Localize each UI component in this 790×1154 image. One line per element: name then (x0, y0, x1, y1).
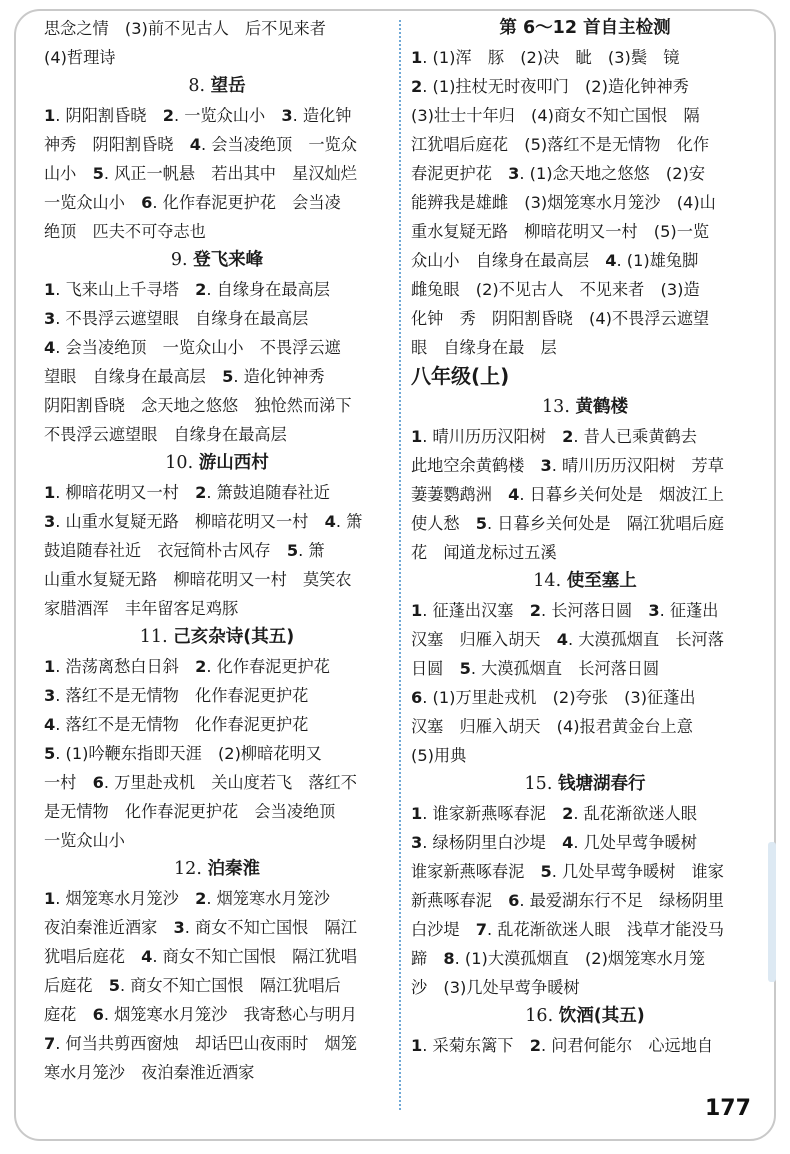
question-number: 5 (286, 541, 299, 560)
question-number: 1 (44, 280, 56, 299)
answer-line: 新燕啄春泥 6. 最爱湖东行不足 绿杨阴里 (411, 891, 724, 910)
question-number: 6 (92, 773, 104, 792)
question-number: 2 (562, 804, 574, 823)
section-name: 望岳 (210, 76, 246, 96)
answer-line: 1. 柳暗花明又一村 2. 箫鼓追随春社近 (44, 483, 330, 502)
answer-line: 1. 飞来山上千寻塔 2. 自缘身在最高层 (44, 280, 330, 299)
section-name: 登飞来峰 (193, 250, 264, 270)
section-name: 己亥杂诗(其五) (173, 627, 295, 647)
answer-line: (4)哲理诗 (44, 48, 116, 67)
question-number: 5 (475, 514, 488, 533)
question-number: 5 (222, 367, 234, 386)
question-number: 3 (648, 601, 660, 620)
question-number: 1 (411, 48, 423, 67)
answer-line: 1. (1)浑 豚 (2)决 眦 (3)鬓 镜 (411, 48, 680, 67)
question-number: 2 (411, 77, 423, 96)
section-name: 饮酒(其五) (558, 1006, 645, 1026)
answer-line: (5)用典 (411, 746, 467, 765)
left-column (44, 14, 390, 1087)
section-title (44, 623, 390, 652)
answer-line: 6. (1)万里赴戎机 (2)夸张 (3)征蓬出 (411, 688, 696, 707)
answer-line: 1. 烟笼寒水月笼沙 2. 烟笼寒水月笼沙 (44, 889, 330, 908)
question-number: 3 (44, 512, 56, 531)
section-title (411, 567, 759, 596)
answer-line: 庭花 6. 烟笼寒水月笼沙 我寄愁心与明月 (44, 1005, 357, 1024)
question-number: 1 (44, 106, 56, 125)
question-number: 2 (529, 1036, 541, 1055)
answer-line: 萋萋鹦鹉洲 4. 日暮乡关何处是 烟波江上 (411, 485, 724, 504)
question-number: 1 (411, 427, 423, 446)
answer-line: 汉塞 归雁入胡天 (4)报君黄金台上意 (411, 717, 693, 736)
question-number: 1 (411, 804, 423, 823)
section-number: 10. (165, 453, 199, 473)
answer-line: 能辨我是雄雌 (3)烟笼寒水月笼沙 (4)山 (411, 193, 716, 212)
answer-line: 思念之情 (3)前不见古人 后不见来者 (44, 19, 326, 38)
answer-line: 1. 征蓬出汉塞 2. 长河落日圆 3. 征蓬出 (411, 601, 719, 620)
answer-line: 雌兔眼 (2)不见古人 不见来者 (3)造 (411, 280, 700, 299)
page-edge-tab (768, 842, 776, 982)
section-name: 泊秦淮 (207, 859, 260, 879)
question-number: 5 (108, 976, 121, 995)
answer-line: 化钟 秀 阴阳割昏晓 (4)不畏浮云遮望 (411, 309, 710, 328)
answer-line: 山小 5. 风正一帆悬 若出其中 星汉灿烂 (44, 164, 357, 183)
answer-line: 春泥更护花 3. (1)念天地之悠悠 (2)安 (411, 164, 706, 183)
question-number: 1 (44, 657, 56, 676)
question-number: 4 (44, 338, 56, 357)
section-number: 14. (533, 571, 567, 591)
answer-line: 夜泊秦淮近酒家 3. 商女不知亡国恨 隔江 (44, 918, 357, 937)
question-number: 1 (411, 601, 423, 620)
question-number: 5 (540, 862, 552, 881)
answer-line: 1. 阴阳割昏晓 2. 一览众山小 3. 造化钟 (44, 106, 352, 125)
question-number: 7 (44, 1034, 56, 1053)
answer-line: (3)壮士十年归 (4)商女不知亡国恨 隔 (411, 106, 700, 125)
question-number: 4 (556, 630, 568, 649)
question-number: 3 (281, 106, 293, 125)
section-name: 钱塘湖春行 (557, 774, 646, 794)
answer-line: 使人愁 5. 日暮乡关何处是 隔江犹唱后庭 (411, 514, 724, 533)
answer-line: 5. (1)吟鞭东指即天涯 (2)柳暗花明又 (44, 744, 322, 763)
answer-line: 4. 会当凌绝顶 一览众山小 不畏浮云遮 (44, 338, 341, 357)
answer-line: 沙 (3)几处早莺争暖树 (411, 978, 580, 997)
section-number: 11. (139, 627, 174, 647)
answer-line: 7. 何当共剪西窗烛 却话巴山夜雨时 烟笼 (44, 1034, 357, 1053)
question-number: 6 (411, 688, 423, 707)
question-number: 4 (141, 947, 153, 966)
question-number: 3 (411, 833, 423, 852)
section-title (44, 855, 390, 884)
answer-line: 阴阳割昏晓 念天地之悠悠 独怆然而涕下 (44, 396, 352, 415)
question-number: 3 (44, 686, 56, 705)
section-title (44, 449, 390, 478)
question-number: 3 (540, 456, 552, 475)
answer-line: 是无情物 化作春泥更护花 会当凌绝顶 (44, 802, 336, 821)
answer-line: 3. 不畏浮云遮望眼 自缘身在最高层 (44, 309, 309, 328)
question-number: 2 (195, 483, 207, 502)
question-number: 3 (173, 918, 185, 937)
answer-line: 1. 浩荡离愁白日斜 2. 化作春泥更护花 (44, 657, 330, 676)
answer-line: 3. 落红不是无情物 化作春泥更护花 (44, 686, 309, 705)
section-name: 使至塞上 (566, 571, 637, 591)
answer-line: 寒水月笼沙 夜泊秦淮近酒家 (44, 1063, 255, 1082)
question-number: 2 (195, 657, 207, 676)
question-number: 5 (44, 744, 56, 763)
right-column (411, 14, 759, 1060)
question-number: 1 (44, 889, 56, 908)
column-divider (399, 20, 401, 1110)
answer-line: 3. 绿杨阴里白沙堤 4. 几处早莺争暖树 (411, 833, 697, 852)
page-number: 177 (705, 1096, 751, 1121)
answer-line: 1. 谁家新燕啄春泥 2. 乱花渐欲迷人眼 (411, 804, 697, 823)
section-title (44, 72, 390, 101)
question-number: 6 (141, 193, 153, 212)
section-title (411, 770, 759, 799)
answer-line: 谁家新燕啄春泥 5. 几处早莺争暖树 谁家 (411, 862, 724, 881)
answer-line: 汉塞 归雁入胡天 4. 大漠孤烟直 长河落 (411, 630, 724, 649)
section-number: 13. (542, 397, 576, 417)
answer-line: 2. (1)拄杖无时夜叩门 (2)造化钟神秀 (411, 77, 689, 96)
answer-line: 3. 山重水复疑无路 柳暗花明又一村 4. 箫 (44, 512, 363, 531)
section-number: 12. (174, 859, 208, 879)
question-number: 1 (44, 483, 56, 502)
section-title (411, 1002, 759, 1031)
answer-line: 1. 晴川历历汉阳树 2. 昔人已乘黄鹤去 (411, 427, 697, 446)
question-number: 5 (459, 659, 471, 678)
answer-line: 蹄 8. (1)大漠孤烟直 (2)烟笼寒水月笼 (411, 949, 706, 968)
answer-line: 4. 落红不是无情物 化作春泥更护花 (44, 715, 309, 734)
question-number: 4 (508, 485, 520, 504)
question-number: 5 (92, 164, 104, 183)
answer-line: 一村 6. 万里赴戎机 关山度若飞 落红不 (44, 773, 357, 792)
answer-line: 家腊酒浑 丰年留客足鸡豚 (44, 599, 239, 618)
answer-line: 神秀 阴阳割昏晓 4. 会当凌绝顶 一览众 (44, 135, 357, 154)
question-number: 4 (324, 512, 336, 531)
question-number: 2 (195, 889, 207, 908)
question-number: 8 (443, 949, 455, 968)
answer-line: 绝顶 匹夫不可夺志也 (44, 222, 206, 241)
question-number: 3 (44, 309, 56, 328)
question-number: 4 (189, 135, 201, 154)
answer-line: 花 闻道龙标过五溪 (411, 543, 557, 562)
answer-line: 众山小 自缘身在最高层 4. (1)雄兔脚 (411, 251, 699, 270)
question-number: 4 (44, 715, 56, 734)
section-number: 15. (524, 774, 558, 794)
question-number: 6 (92, 1005, 104, 1024)
section-number: 16. (525, 1006, 559, 1026)
answer-line: 重水复疑无路 柳暗花明又一村 (5)一览 (411, 222, 710, 241)
answer-line: 一览众山小 6. 化作春泥更护花 会当凌 (44, 193, 341, 212)
section-title (44, 246, 390, 275)
question-number: 2 (162, 106, 174, 125)
answer-line: 1. 采菊东篱下 2. 问君何能尔 心远地自 (411, 1036, 714, 1055)
question-number: 7 (475, 920, 488, 939)
answer-line: 一览众山小 (44, 831, 125, 850)
answer-line: 不畏浮云遮望眼 自缘身在最高层 (44, 425, 287, 444)
answer-line: 鼓追随春社近 衣冠简朴古风存 5. 箫 (44, 541, 325, 560)
question-number: 1 (411, 1036, 423, 1055)
question-number: 2 (195, 280, 207, 299)
grade-heading: 八年级(上) (411, 364, 510, 388)
answer-line: 江犹唱后庭花 (5)落红不是无情物 化作 (411, 135, 710, 154)
question-number: 4 (605, 251, 617, 270)
answer-line: 后庭花 5. 商女不知亡国恨 隔江犹唱后 (44, 976, 341, 995)
question-number: 2 (529, 601, 541, 620)
section-name: 黄鹤楼 (575, 397, 628, 417)
answer-line: 此地空余黄鹤楼 3. 晴川历历汉阳树 芳草 (411, 456, 724, 475)
question-number: 3 (508, 164, 520, 183)
section-number: 8. (188, 76, 211, 96)
section-number: 9. (170, 250, 194, 270)
answer-line: 犹唱后庭花 4. 商女不知亡国恨 隔江犹唱 (44, 947, 357, 966)
section-title (411, 393, 759, 422)
answer-line: 白沙堤 7. 乱花渐欲迷人眼 浅草才能没马 (411, 920, 724, 939)
question-number: 6 (508, 891, 520, 910)
section-title (411, 14, 759, 43)
answer-line: 日圆 5. 大漠孤烟直 长河落日圆 (411, 659, 660, 678)
section-name: 游山西村 (198, 453, 269, 473)
answer-line: 望眼 自缘身在最高层 5. 造化钟神秀 (44, 367, 325, 386)
section-name: 第 6～12 首自主检测 (499, 18, 671, 38)
answer-line: 眼 自缘身在最 层 (411, 338, 557, 357)
answer-line: 山重水复疑无路 柳暗花明又一村 莫笑农 (44, 570, 352, 589)
question-number: 4 (562, 833, 574, 852)
question-number: 2 (562, 427, 574, 446)
